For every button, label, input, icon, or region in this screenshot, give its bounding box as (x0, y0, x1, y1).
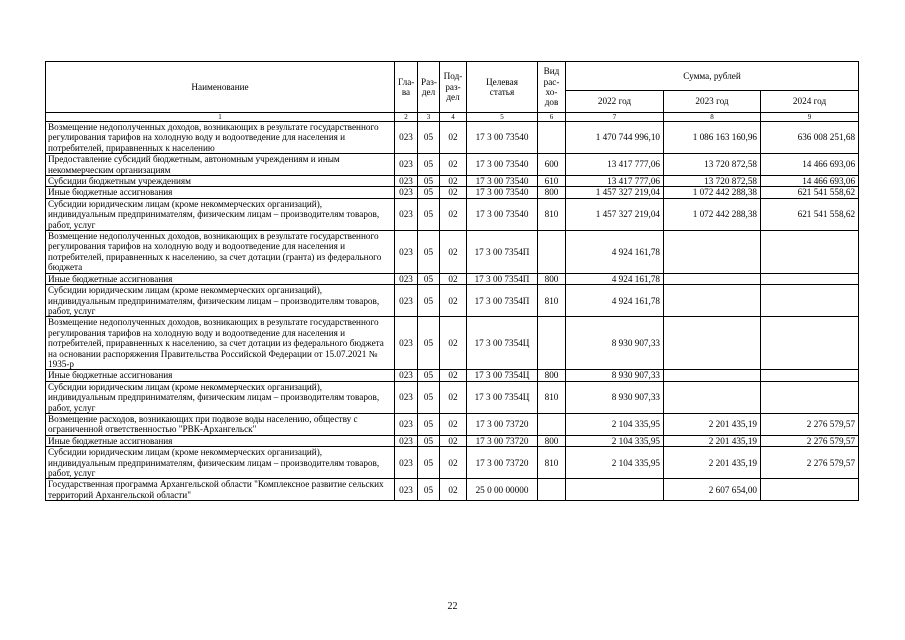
row-sum-2024 (761, 317, 859, 370)
row-name: Субсидии бюджетным учреждениям (46, 176, 395, 187)
row-sum-2022: 4 924 161,78 (566, 285, 664, 317)
row-sum-2022: 1 457 327 219,04 (566, 198, 664, 230)
row-razdel: 05 (418, 231, 440, 274)
row-celevaya-statya: 17 3 00 7354П (467, 285, 538, 317)
row-glava: 023 (395, 198, 418, 230)
row-podrazdel: 02 (440, 154, 467, 176)
row-celevaya-statya: 17 3 00 7354Ц (467, 370, 538, 381)
row-sum-2023: 1 086 163 160,96 (664, 122, 761, 154)
row-vid-rashodov: 800 (538, 435, 566, 446)
row-name: Субсидии юридическим лицам (кроме некоммерческих организаций), индивидуальным предпринимателям, физическим лицам – производителям товаров, работ, услуг (46, 198, 395, 230)
row-vid-rashodov (538, 317, 566, 370)
header-glava: Гла- ва (395, 62, 418, 113)
row-sum-2024: 2 276 579,57 (761, 447, 859, 479)
row-sum-2022 (566, 479, 664, 501)
column-number-row (46, 113, 859, 122)
row-sum-2023: 2 607 654,00 (664, 479, 761, 501)
column-number: 8 (664, 113, 761, 122)
row-sum-2024 (761, 479, 859, 501)
row-sum-2022: 8 930 907,33 (566, 370, 664, 381)
row-sum-2022: 8 930 907,33 (566, 317, 664, 370)
row-podrazdel: 02 (440, 435, 467, 446)
row-sum-2023: 13 720 872,58 (664, 154, 761, 176)
header-vid-rashodov: Вид рас- хо- дов (538, 62, 566, 113)
header-row-top (46, 62, 859, 91)
row-glava: 023 (395, 187, 418, 198)
table-row (46, 317, 859, 370)
row-name: Возмещение недополученных доходов, возникающих в результате государственного регулирования тарифов на холодную воду и водоотведение для населения и потребителей, приравненных к населению, за счет дотации (гранта) из федерального бюджета (46, 231, 395, 274)
row-vid-rashodov (538, 122, 566, 154)
column-number: 7 (566, 113, 664, 122)
column-number: 9 (761, 113, 859, 122)
header-podrazdel: Под- раз- дел (440, 62, 467, 113)
row-sum-2022: 13 417 777,06 (566, 154, 664, 176)
row-sum-2024 (761, 231, 859, 274)
page-number: 22 (447, 601, 458, 612)
row-celevaya-statya: 17 3 00 73540 (467, 176, 538, 187)
row-sum-2022: 2 104 335,95 (566, 447, 664, 479)
row-vid-rashodov: 810 (538, 381, 566, 413)
row-sum-2024: 621 541 558,62 (761, 187, 859, 198)
row-name: Субсидии юридическим лицам (кроме некоммерческих организаций), индивидуальным предпринимателям, физическим лицам – производителям товаров, работ, услуг (46, 381, 395, 413)
row-sum-2024: 636 008 251,68 (761, 122, 859, 154)
row-glava: 023 (395, 435, 418, 446)
table-row (46, 273, 859, 284)
row-celevaya-statya: 17 3 00 7354П (467, 231, 538, 274)
table-row (46, 122, 859, 154)
row-sum-2022: 13 417 777,06 (566, 176, 664, 187)
row-sum-2023: 2 201 435,19 (664, 413, 761, 435)
row-sum-2023 (664, 285, 761, 317)
table-row (46, 413, 859, 435)
row-name: Субсидии юридическим лицам (кроме некоммерческих организаций), индивидуальным предпринимателям, физическим лицам – производителям товаров, работ, услуг (46, 447, 395, 479)
row-sum-2024: 2 276 579,57 (761, 413, 859, 435)
row-name: Иные бюджетные ассигнования (46, 273, 395, 284)
row-sum-2022: 1 457 327 219,04 (566, 187, 664, 198)
row-sum-2024: 14 466 693,06 (761, 154, 859, 176)
header-year-2024: 2024 год (761, 91, 859, 113)
row-podrazdel: 02 (440, 122, 467, 154)
row-vid-rashodov: 800 (538, 370, 566, 381)
row-sum-2023 (664, 370, 761, 381)
row-sum-2024 (761, 370, 859, 381)
row-celevaya-statya: 17 3 00 73540 (467, 154, 538, 176)
row-razdel: 05 (418, 317, 440, 370)
row-glava: 023 (395, 273, 418, 284)
row-name: Субсидии юридическим лицам (кроме некоммерческих организаций), индивидуальным предпринимателям, физическим лицам – производителям товаров, работ, услуг (46, 285, 395, 317)
table-row (46, 154, 859, 176)
row-celevaya-statya: 17 3 00 73720 (467, 435, 538, 446)
budget-table-page (45, 61, 858, 501)
row-podrazdel: 02 (440, 176, 467, 187)
row-name: Возмещение недополученных доходов, возникающих в результате государственного регулирования тарифов на холодную воду и водоотведение для населения и потребителей, приравненных к населению (46, 122, 395, 154)
row-razdel: 05 (418, 273, 440, 284)
row-razdel: 05 (418, 370, 440, 381)
row-celevaya-statya: 17 3 00 73720 (467, 413, 538, 435)
row-celevaya-statya: 17 3 00 73540 (467, 122, 538, 154)
row-sum-2022: 1 470 744 996,10 (566, 122, 664, 154)
row-sum-2022: 2 104 335,95 (566, 413, 664, 435)
row-podrazdel: 02 (440, 479, 467, 501)
table-row (46, 285, 859, 317)
row-sum-2023: 1 072 442 288,38 (664, 187, 761, 198)
row-sum-2022: 4 924 161,78 (566, 231, 664, 274)
row-sum-2022: 2 104 335,95 (566, 435, 664, 446)
column-number: 6 (538, 113, 566, 122)
row-razdel: 05 (418, 435, 440, 446)
row-vid-rashodov: 810 (538, 285, 566, 317)
row-glava: 023 (395, 317, 418, 370)
row-sum-2024 (761, 381, 859, 413)
row-sum-2024 (761, 273, 859, 284)
row-sum-2023 (664, 231, 761, 274)
row-vid-rashodov: 600 (538, 154, 566, 176)
column-number: 1 (46, 113, 395, 122)
table-row (46, 479, 859, 501)
row-sum-2022: 8 930 907,33 (566, 381, 664, 413)
row-glava: 023 (395, 479, 418, 501)
row-glava: 023 (395, 154, 418, 176)
row-celevaya-statya: 25 0 00 00000 (467, 479, 538, 501)
row-glava: 023 (395, 447, 418, 479)
row-glava: 023 (395, 231, 418, 274)
row-sum-2023 (664, 317, 761, 370)
row-name: Иные бюджетные ассигнования (46, 370, 395, 381)
row-name: Иные бюджетные ассигнования (46, 187, 395, 198)
row-vid-rashodov (538, 479, 566, 501)
row-sum-2023: 13 720 872,58 (664, 176, 761, 187)
table-row (46, 187, 859, 198)
row-sum-2024: 14 466 693,06 (761, 176, 859, 187)
row-vid-rashodov: 610 (538, 176, 566, 187)
row-sum-2022: 4 924 161,78 (566, 273, 664, 284)
row-podrazdel: 02 (440, 273, 467, 284)
row-sum-2024 (761, 285, 859, 317)
row-razdel: 05 (418, 198, 440, 230)
column-number: 3 (418, 113, 440, 122)
row-podrazdel: 02 (440, 447, 467, 479)
column-number: 5 (467, 113, 538, 122)
row-razdel: 05 (418, 381, 440, 413)
row-razdel: 05 (418, 285, 440, 317)
header-name: Наименование (46, 62, 395, 113)
row-glava: 023 (395, 285, 418, 317)
row-razdel: 05 (418, 176, 440, 187)
row-sum-2023: 2 201 435,19 (664, 435, 761, 446)
row-vid-rashodov (538, 231, 566, 274)
row-celevaya-statya: 17 3 00 7354Ц (467, 381, 538, 413)
row-sum-2023 (664, 273, 761, 284)
row-vid-rashodov: 810 (538, 198, 566, 230)
row-glava: 023 (395, 122, 418, 154)
table-row (46, 447, 859, 479)
row-podrazdel: 02 (440, 370, 467, 381)
row-name: Государственная программа Архангельской области "Комплексное развитие сельских территорий Архангельской области" (46, 479, 395, 501)
row-podrazdel: 02 (440, 231, 467, 274)
row-podrazdel: 02 (440, 413, 467, 435)
row-podrazdel: 02 (440, 317, 467, 370)
row-sum-2023: 2 201 435,19 (664, 447, 761, 479)
row-vid-rashodov: 800 (538, 273, 566, 284)
table-row (46, 435, 859, 446)
row-razdel: 05 (418, 447, 440, 479)
row-podrazdel: 02 (440, 198, 467, 230)
row-podrazdel: 02 (440, 285, 467, 317)
table-row (46, 231, 859, 274)
row-name: Предоставление субсидий бюджетным, автономным учреждениям и иным некоммерческим организациям (46, 154, 395, 176)
column-number: 4 (440, 113, 467, 122)
table-row (46, 370, 859, 381)
row-glava: 023 (395, 176, 418, 187)
row-name: Возмещение расходов, возникающих при подвозе воды населению, обществу с ограниченной ответственностью "РВК-Архангельск" (46, 413, 395, 435)
row-celevaya-statya: 17 3 00 73540 (467, 187, 538, 198)
table-row (46, 381, 859, 413)
row-podrazdel: 02 (440, 187, 467, 198)
row-glava: 023 (395, 413, 418, 435)
header-celevaya-statya: Целевая статья (467, 62, 538, 113)
budget-table (45, 61, 859, 501)
row-glava: 023 (395, 370, 418, 381)
row-podrazdel: 02 (440, 381, 467, 413)
header-year-2022: 2022 год (566, 91, 664, 113)
row-vid-rashodov: 800 (538, 187, 566, 198)
row-razdel: 05 (418, 413, 440, 435)
row-sum-2023 (664, 381, 761, 413)
row-sum-2023: 1 072 442 288,38 (664, 198, 761, 230)
row-celevaya-statya: 17 3 00 7354Ц (467, 317, 538, 370)
row-name: Возмещение недополученных доходов, возникающих в результате государственного регулирования тарифов на холодную воду и водоотведение для населения и потребителей, приравненных к населению, за счет дотации из федерального бюджета на основании распоряжения Правительства Российской Федерации от 15.07.2021 № 1935-р (46, 317, 395, 370)
row-vid-rashodov (538, 413, 566, 435)
row-glava: 023 (395, 381, 418, 413)
row-sum-2024: 621 541 558,62 (761, 198, 859, 230)
row-name: Иные бюджетные ассигнования (46, 435, 395, 446)
table-row (46, 176, 859, 187)
row-razdel: 05 (418, 122, 440, 154)
header-summa: Сумма, рублей (566, 62, 859, 91)
row-razdel: 05 (418, 187, 440, 198)
row-vid-rashodov: 810 (538, 447, 566, 479)
row-celevaya-statya: 17 3 00 73540 (467, 198, 538, 230)
column-number: 2 (395, 113, 418, 122)
header-razdel: Раз- дел (418, 62, 440, 113)
header-year-2023: 2023 год (664, 91, 761, 113)
row-razdel: 05 (418, 479, 440, 501)
row-celevaya-statya: 17 3 00 7354П (467, 273, 538, 284)
row-celevaya-statya: 17 3 00 73720 (467, 447, 538, 479)
row-sum-2024: 2 276 579,57 (761, 435, 859, 446)
row-razdel: 05 (418, 154, 440, 176)
table-row (46, 198, 859, 230)
